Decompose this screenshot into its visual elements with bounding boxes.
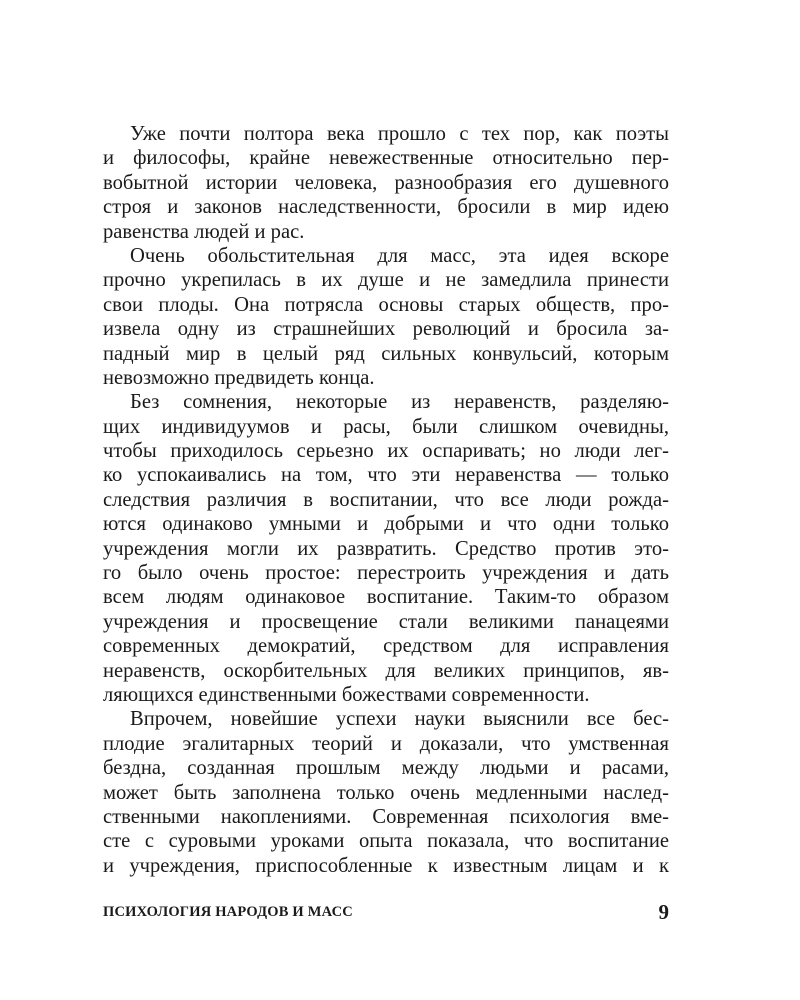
text-line: Очень обольстительная для масс, эта идея вскоре bbox=[130, 244, 669, 267]
text-line: ко успокаивались на том, что эти неравенства — только bbox=[103, 464, 669, 487]
text-line: извела одну из страшнейших революций и бросила за- bbox=[103, 318, 669, 341]
text-line: и учреждения, приспособленные к известным лицам и к bbox=[103, 854, 669, 877]
text-line: сте с суровыми уроками опыта показала, что воспитание bbox=[103, 830, 669, 853]
running-title: ПСИХОЛОГИЯ НАРОДОВ И МАСС bbox=[103, 904, 353, 920]
paragraph bbox=[103, 244, 669, 390]
text-line: строя и законов наследственности, бросили в мир идею bbox=[103, 196, 669, 219]
text-line: прочно укрепилась в их душе и не замедлила принести bbox=[103, 269, 669, 292]
text-line: вобытной истории человека, разнообразия его душевного bbox=[103, 171, 669, 194]
text-line: неравенств, оскорбительных для великих принципов, яв- bbox=[103, 659, 669, 682]
text-line: равенства людей и рас. bbox=[103, 220, 305, 243]
text-line: и философы, крайне невежественные относительно пер- bbox=[103, 147, 669, 170]
paragraph bbox=[103, 390, 669, 707]
text-line: ются одинаково умными и добрыми и что одни только bbox=[103, 513, 669, 536]
text-line: Без сомнения, некоторые из неравенств, разделяю- bbox=[130, 391, 669, 414]
text-line: невозможно предвидеть конца. bbox=[103, 366, 375, 389]
text-line: го было очень простое: перестроить учреждения и дать bbox=[103, 562, 669, 585]
text-line: ляющихся единственными божествами современности. bbox=[103, 683, 590, 706]
paragraph bbox=[103, 122, 669, 244]
body-text bbox=[103, 122, 669, 878]
text-line: современных демократий, средством для исправления bbox=[103, 635, 669, 658]
text-line: учреждения могли их развратить. Средство против это- bbox=[103, 537, 669, 560]
text-line: чтобы приходилось серьезно их оспаривать; но люди лег- bbox=[103, 440, 669, 463]
text-line: всем людям одинаковое воспитание. Таким-то образом bbox=[103, 586, 669, 609]
text-line: следствия различия в воспитании, что все люди рожда- bbox=[103, 488, 669, 511]
text-line: плодие эгалитарных теорий и доказали, что умственная bbox=[103, 732, 669, 755]
text-line: ственными накоплениями. Современная психология вме- bbox=[103, 805, 669, 828]
page-footer bbox=[103, 900, 669, 926]
text-line: Впрочем, новейшие успехи науки выяснили все бес- bbox=[130, 708, 669, 731]
page-number: 9 bbox=[658, 900, 669, 924]
text-line: падный мир в целый ряд сильных конвульсий, которым bbox=[103, 342, 669, 365]
text-line: учреждения и просвещение стали великими панацеями bbox=[103, 610, 669, 633]
text-line: Уже почти полтора века прошло с тех пор, как поэты bbox=[130, 123, 669, 145]
text-line: свои плоды. Она потрясла основы старых обществ, про- bbox=[103, 293, 669, 316]
paragraph bbox=[103, 707, 669, 878]
text-line: может быть заполнена только очень медленными наслед- bbox=[103, 781, 669, 804]
text-line: щих индивидуумов и расы, были слишком очевидны, bbox=[103, 415, 669, 438]
text-line: бездна, созданная прошлым между людьми и расами, bbox=[103, 757, 669, 780]
